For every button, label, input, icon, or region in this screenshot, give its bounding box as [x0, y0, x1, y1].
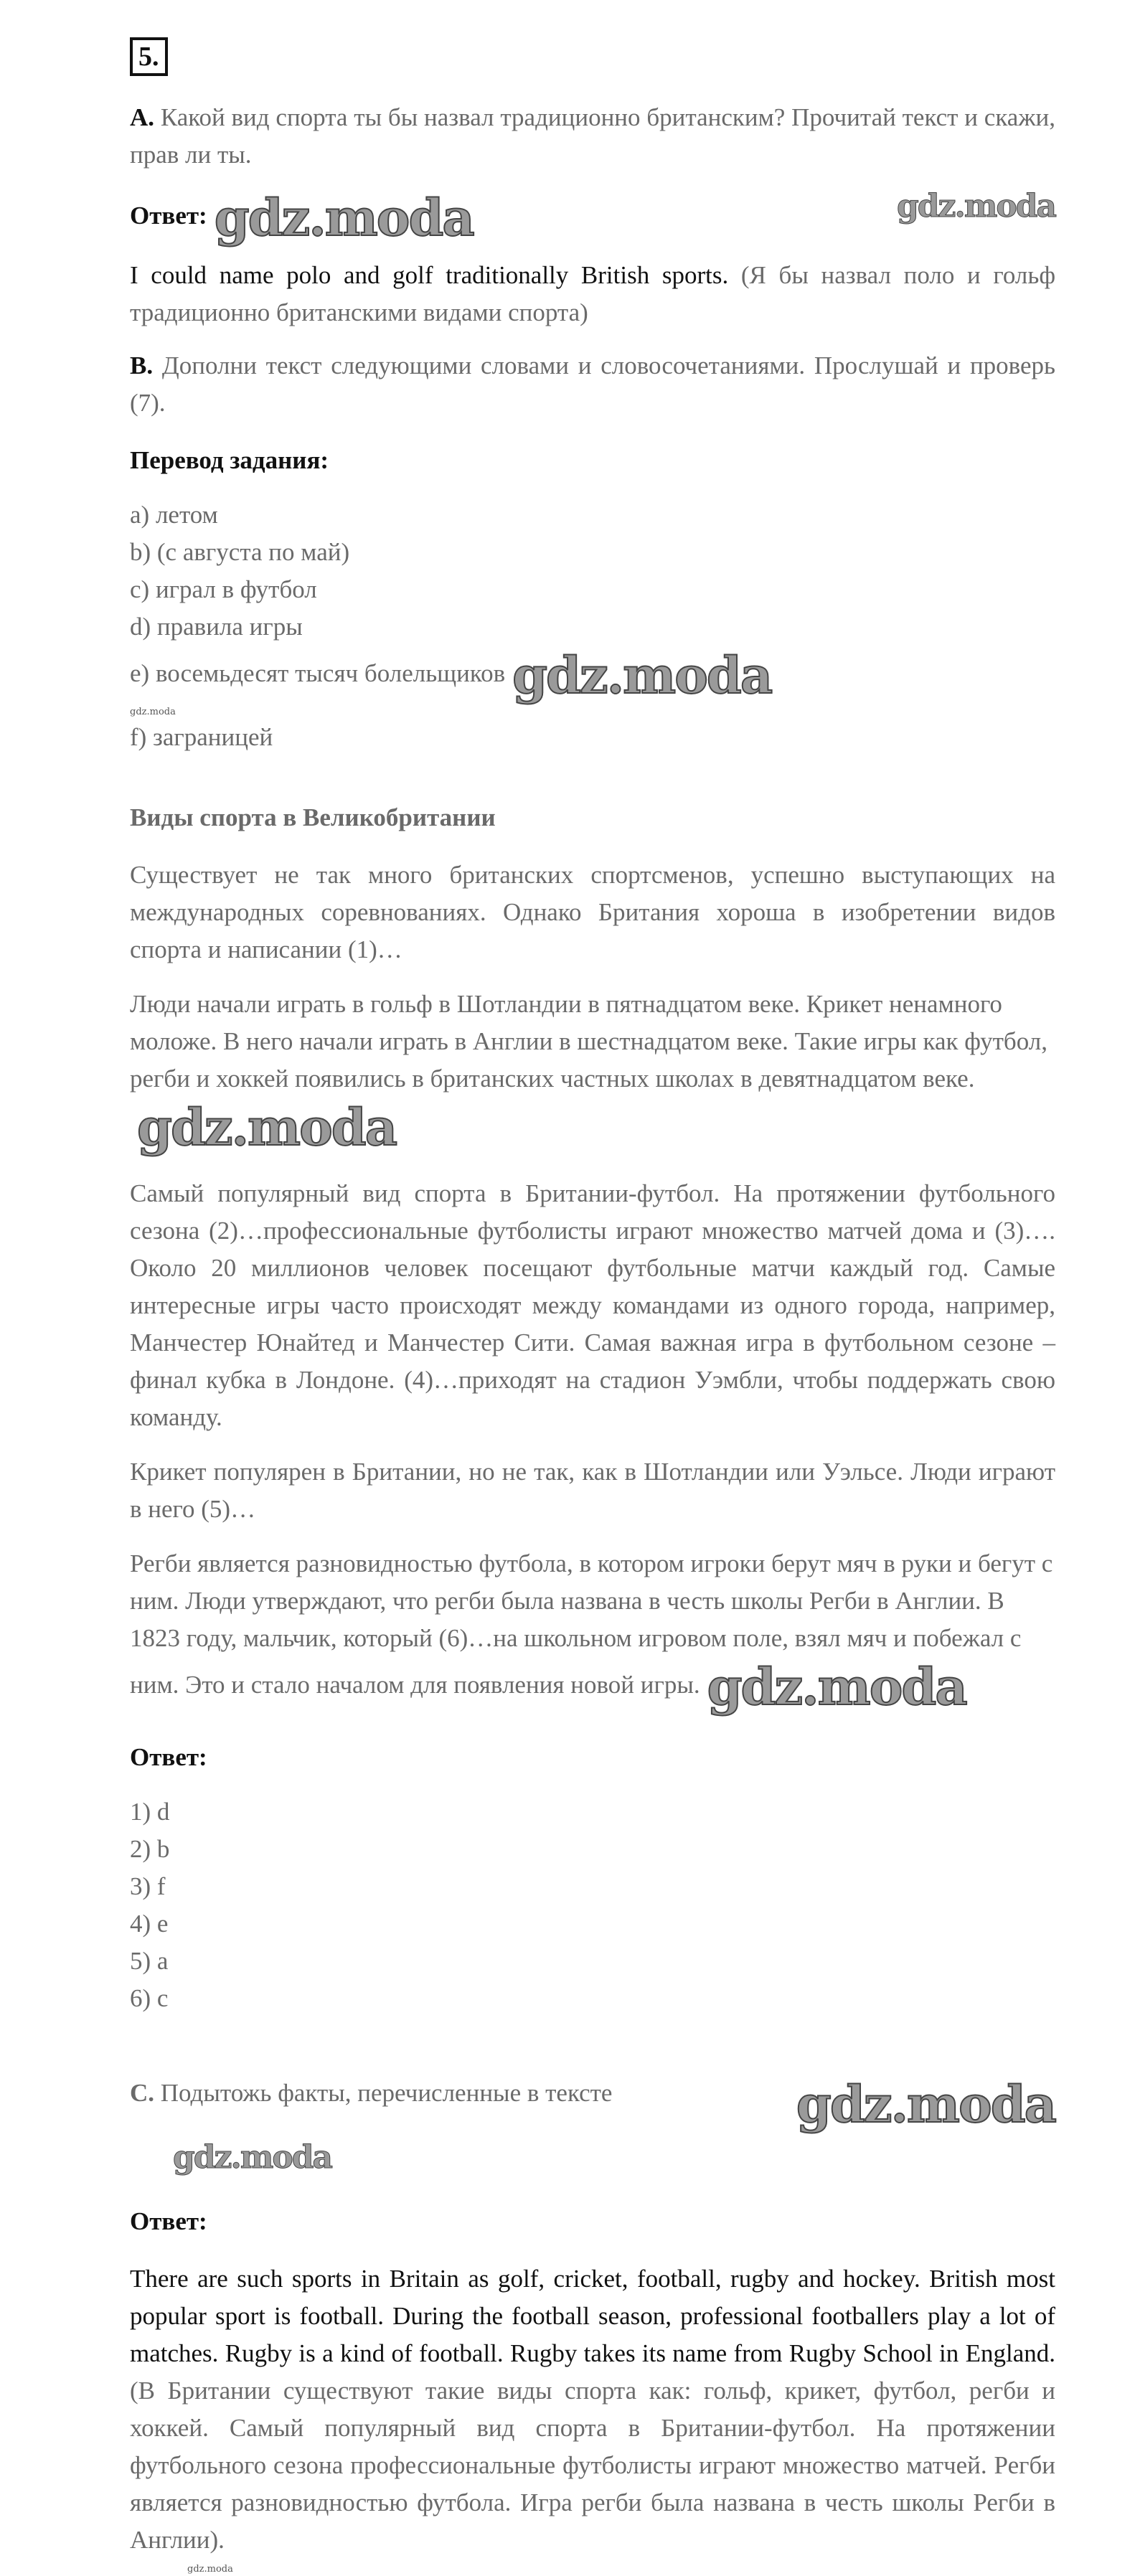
text-title: Виды спорта в Великобритании [130, 803, 496, 831]
part-a-task: A. Какой вид спорта ты бы назвал традиционно британским? Прочитай текст и скажи, прав ли ты. [130, 103, 1055, 169]
watermark-small: gdz.moda [130, 707, 176, 717]
option-item: e) восемьдесят тысяч болельщиков gdz.moda [130, 646, 772, 705]
watermark-logo: gdz.moda [214, 188, 474, 247]
part-a-answer: I could name polo and golf traditionally British sports. (Я бы назвал поло и гольф традиционно британскими видами спорта) [130, 261, 1055, 326]
option-item: d) правила игры [130, 613, 303, 641]
text-paragraph: Люди начали играть в гольф в Шотландии в пятнадцатом веке. Крикет ненамного моложе. В него начали играть в Англии в шестнадцатом веке. Такие игры как футбол, регби и хоккей появились в британских частных школах в девятнадцатом веке.gdz.moda [130, 990, 1047, 1157]
watermark-logo: gdz.moda [896, 188, 1055, 225]
watermark-row [173, 2139, 1055, 2177]
option-item: b) (с августа по май) [130, 538, 350, 566]
answer-item: 6) c [130, 1984, 169, 2012]
watermark-logo: gdz.moda [173, 2139, 332, 2176]
text-paragraph: Существует не так много британских спортсменов, успешно выступающих на международных соревнованиях. Однако Британия хороша в изобретении видов спорта и написании (1)… [130, 861, 1055, 963]
text-paragraph: Крикет популярен в Британии, но не так, как в Шотландии или Уэльсе. Люди играют в него (5)… [130, 1458, 1055, 1523]
part-c-answer: There are such sports in Britain as golf, cricket, football, rugby and hockey. British most popular sport is football. During the football season, professional footballers play a lot of matches. Rugby is a kind of football. Rugby takes its name from Rugby School in England. (В Британии существуют такие виды спорта как: гольф, крикет, футбол, регби и хоккей. Самый популярный вид спорта в Британии-футбол. На протяжении футбольного сезона профессиональные футболисты играют множество матчей. Регби является разновидностью футбола. Игра регби была названа в честь школы Регби в Англии). [130, 2264, 1055, 2554]
part-a-answer-label: Ответ: gdz.moda gdz.moda [130, 188, 1055, 247]
watermark-logo: gdz.moda [512, 646, 772, 705]
text-paragraph: Самый популярный вид спорта в Британии-футбол. На протяжении футбольного сезона (2)…профессиональные футболисты играют множество матчей дома и (3)…. Около 20 миллионов человек посещают футбольные матчи каждый год. Самые интересные игры часто происходят между командами из одного города, например, Манчестер Юнайтед и Манчестер Сити. Самая важная игра в футбольном сезоне – финал кубка в Лондоне. (4)…приходят на стадион Уэмбли, чтобы поддержать свою команду. [130, 1179, 1055, 1431]
exercise-number: 5. [130, 37, 168, 76]
option-item: c) играл в футбол [130, 575, 317, 603]
watermark-logo: gdz.moda [796, 2075, 1055, 2134]
answer-item: 5) a [130, 1947, 169, 1975]
watermark-small: gdz.moda [187, 2563, 233, 2575]
option-item: a) летом [130, 501, 218, 529]
answer-item: 4) e [130, 1910, 169, 1938]
part-c-task: C. Подытожь факты, перечисленные в тексте gdz.moda [130, 2075, 1055, 2134]
answer-item: 2) b [130, 1835, 170, 1863]
watermark-logo: gdz.moda [137, 1098, 397, 1157]
answers-list [130, 1793, 1055, 2017]
translation-label: Перевод задания: [130, 446, 329, 474]
options-list [130, 496, 1055, 756]
answer-item: 1) d [130, 1798, 170, 1826]
part-b-answer-label: Ответ: [130, 1743, 207, 1771]
text-paragraph: Регби является разновидностью футбола, в котором игроки берут мяч в руки и бегут с ним. Люди утверждают, что регби была названа в честь школы Регби в Англии. В 1823 году, мальчик, который (6)…на школьном игровом поле, взял мяч и побежал с ним. Это и стало началом для появления новой игры. gdz.moda [130, 1549, 1053, 1717]
part-c-answer-label: Ответ: [130, 2207, 207, 2235]
watermark-logo: gdz.moda [707, 1657, 966, 1717]
document-page [130, 37, 1055, 2576]
part-b-task: B. Дополни текст следующими словами и словосочетаниями. Прослушай и проверь (7). [130, 352, 1055, 417]
option-item: f) заграницей [130, 723, 273, 751]
answer-item: 3) f [130, 1872, 166, 1900]
